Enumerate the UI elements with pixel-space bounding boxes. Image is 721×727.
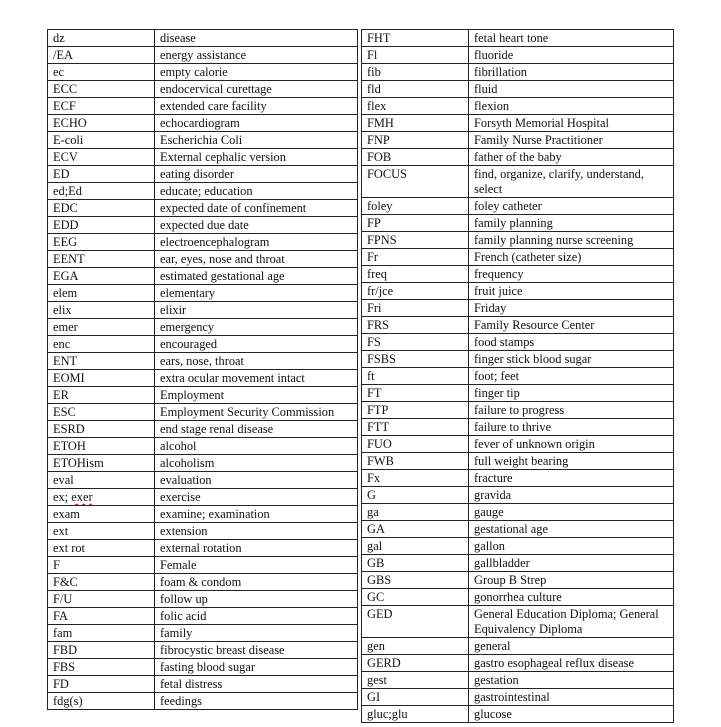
meaning-cell: elementary [155,285,358,302]
table-row [48,625,358,642]
meaning-cell: examine; examination [155,506,358,523]
abbreviation-cell: FWB [362,453,469,470]
meaning-cell: folic acid [155,608,358,625]
abbreviation-cell: ECC [48,81,155,98]
meaning-cell: expected date of confinement [155,200,358,217]
abbreviation-cell: FTP [362,402,469,419]
table-row [48,319,358,336]
meaning-cell: finger tip [469,385,674,402]
table-row [362,572,674,589]
abbreviation-cell: fam [48,625,155,642]
table-row [48,166,358,183]
table-row [362,402,674,419]
abbreviation-cell: GC [362,589,469,606]
meaning-cell: fibrocystic breast disease [155,642,358,659]
meaning-cell: gravida [469,487,674,504]
table-row [362,149,674,166]
meaning-cell: Female [155,557,358,574]
meaning-cell: external rotation [155,540,358,557]
meaning-cell: expected due date [155,217,358,234]
abbreviation-cell: ESC [48,404,155,421]
meaning-cell: French (catheter size) [469,249,674,266]
meaning-cell: fetal distress [155,676,358,693]
abbreviation-cell: eval [48,472,155,489]
abbreviation-cell: elem [48,285,155,302]
table-row [362,166,674,198]
table-row [362,638,674,655]
meaning-cell: family [155,625,358,642]
table-row [48,693,358,710]
abbreviation-table-left [47,29,358,710]
meaning-cell: finger stick blood sugar [469,351,674,368]
abbreviation-cell: enc [48,336,155,353]
table-row [48,455,358,472]
meaning-cell: family planning nurse screening [469,232,674,249]
table-row [362,385,674,402]
abbreviation-cell: FNP [362,132,469,149]
abbreviation-cell: FBD [48,642,155,659]
meaning-cell: follow up [155,591,358,608]
table-row [362,689,674,706]
table-row [48,183,358,200]
table-row [48,676,358,693]
table-row [48,438,358,455]
table-row [362,555,674,572]
table-row [48,47,358,64]
meaning-cell: ear, eyes, nose and throat [155,251,358,268]
meaning-cell: fluoride [469,47,674,64]
abbreviation-cell: Fx [362,470,469,487]
abbreviation-cell: /EA [48,47,155,64]
meaning-cell: general [469,638,674,655]
meaning-cell: fruit juice [469,283,674,300]
abbreviation-cell: ENT [48,353,155,370]
abbreviation-cell: FSBS [362,351,469,368]
table-row [48,557,358,574]
meaning-cell: General Education Diploma; General Equivalency Diploma [469,606,674,638]
abbreviation-cell: ER [48,387,155,404]
abbreviation-cell: ec [48,64,155,81]
table-row [362,453,674,470]
table-row [362,266,674,283]
table-row [48,234,358,251]
table-row [362,115,674,132]
abbreviation-cell: ga [362,504,469,521]
table-row [362,504,674,521]
table-row [48,132,358,149]
table-row [362,487,674,504]
meaning-cell: Employment Security Commission [155,404,358,421]
table-row [48,642,358,659]
table-row [48,64,358,81]
meaning-cell: Family Nurse Practitioner [469,132,674,149]
table-row [48,149,358,166]
abbreviation-cell: fld [362,81,469,98]
meaning-cell: exercise [155,489,358,506]
meaning-cell: foot; feet [469,368,674,385]
abbreviation-cell: FOCUS [362,166,469,198]
abbreviation-cell: GI [362,689,469,706]
abbreviation-cell: FHT [362,30,469,47]
table-row [362,249,674,266]
abbreviation-cell: FPNS [362,232,469,249]
meaning-cell: Forsyth Memorial Hospital [469,115,674,132]
meaning-cell: elixir [155,302,358,319]
abbreviation-cell: ex; exer [48,489,155,506]
abbreviation-table-right [361,29,674,723]
table-row [362,606,674,638]
table-row [48,336,358,353]
meaning-cell: ears, nose, throat [155,353,358,370]
abbreviation-cell: FMH [362,115,469,132]
table-row [362,81,674,98]
meaning-cell: extra ocular movement intact [155,370,358,387]
abbreviation-cell: FBS [48,659,155,676]
table-row [362,368,674,385]
meaning-cell: food stamps [469,334,674,351]
table-row [48,404,358,421]
table-row [362,655,674,672]
abbreviation-cell: elix [48,302,155,319]
table-row [48,353,358,370]
table-row [362,538,674,555]
abbreviation-cell: G [362,487,469,504]
abbreviation-cell: ESRD [48,421,155,438]
abbreviation-cell: E-coli [48,132,155,149]
meaning-cell: fracture [469,470,674,487]
meaning-cell: gallon [469,538,674,555]
abbreviation-cell: gluc;glu [362,706,469,723]
meaning-cell: extension [155,523,358,540]
meaning-cell: energy assistance [155,47,358,64]
abbreviation-cell: gest [362,672,469,689]
table-row [362,317,674,334]
abbreviation-cell: ECF [48,98,155,115]
abbreviation-cell: F [48,557,155,574]
table-row [362,98,674,115]
meaning-cell: emergency [155,319,358,336]
abbreviation-cell: EEG [48,234,155,251]
meaning-cell: foam & condom [155,574,358,591]
abbreviation-cell: Fr [362,249,469,266]
table-row [362,589,674,606]
abbreviation-cell: ext [48,523,155,540]
abbreviation-cell: flex [362,98,469,115]
meaning-cell: fetal heart tone [469,30,674,47]
table-row [48,98,358,115]
table-row [362,132,674,149]
meaning-cell: gastrointestinal [469,689,674,706]
meaning-cell: fasting blood sugar [155,659,358,676]
table-row [48,30,358,47]
meaning-cell: endocervical curettage [155,81,358,98]
abbreviation-cell: freq [362,266,469,283]
abbreviation-cell: fdg(s) [48,693,155,710]
abbreviation-cell: F/U [48,591,155,608]
abbreviation-cell: GERD [362,655,469,672]
meaning-cell: Employment [155,387,358,404]
abbreviation-cell: ECV [48,149,155,166]
table-row [48,506,358,523]
abbreviation-cell: emer [48,319,155,336]
table-row [362,232,674,249]
abbreviation-cell: EDC [48,200,155,217]
meaning-cell: fibrillation [469,64,674,81]
table-row [48,200,358,217]
meaning-cell: evaluation [155,472,358,489]
abbreviation-cell: gen [362,638,469,655]
abbreviation-cell: FA [48,608,155,625]
meaning-cell: find, organize, clarify, understand, select [469,166,674,198]
meaning-cell: father of the baby [469,149,674,166]
table-row [48,268,358,285]
table-row [362,334,674,351]
table-row [48,489,358,506]
table-row [362,198,674,215]
meaning-cell: echocardiogram [155,115,358,132]
abbreviation-cell: GBS [362,572,469,589]
table-row [48,608,358,625]
meaning-cell: alcoholism [155,455,358,472]
abbreviation-cell: EENT [48,251,155,268]
abbreviation-cell: FRS [362,317,469,334]
meaning-cell: gastro esophageal reflux disease [469,655,674,672]
abbreviation-cell: exam [48,506,155,523]
meaning-cell: failure to thrive [469,419,674,436]
table-row [48,659,358,676]
meaning-cell: gallbladder [469,555,674,572]
abbreviation-cell: GB [362,555,469,572]
meaning-cell: full weight bearing [469,453,674,470]
meaning-cell: gestation [469,672,674,689]
abbreviation-cell: FUO [362,436,469,453]
table-row [362,215,674,232]
table-row [48,285,358,302]
abbreviation-cell: ft [362,368,469,385]
abbreviation-cell: FD [48,676,155,693]
meaning-cell: feedings [155,693,358,710]
abbreviation-cell: ETOHism [48,455,155,472]
abbreviation-cell: FTT [362,419,469,436]
table-row [48,115,358,132]
meaning-cell: gonorrhea culture [469,589,674,606]
table-row [48,591,358,608]
meaning-cell: frequency [469,266,674,283]
table-row [362,47,674,64]
table-row [362,706,674,723]
meaning-cell: foley catheter [469,198,674,215]
meaning-cell: fever of unknown origin [469,436,674,453]
table-row [362,672,674,689]
abbreviation-cell: FOB [362,149,469,166]
abbreviation-cell: EDD [48,217,155,234]
meaning-cell: estimated gestational age [155,268,358,285]
table-row [48,251,358,268]
abbreviation-cell: Fl [362,47,469,64]
meaning-cell: alcohol [155,438,358,455]
meaning-cell: eating disorder [155,166,358,183]
abbreviation-cell: ed;Ed [48,183,155,200]
table-row [362,470,674,487]
abbreviation-cell: GED [362,606,469,638]
table-row [362,419,674,436]
meaning-cell: fluid [469,81,674,98]
abbreviation-cell: fr/jce [362,283,469,300]
meaning-cell: flexion [469,98,674,115]
meaning-cell: failure to progress [469,402,674,419]
table-row [48,421,358,438]
meaning-cell: disease [155,30,358,47]
abbreviation-cell: ext rot [48,540,155,557]
meaning-cell: Escherichia Coli [155,132,358,149]
abbreviation-cell: Fri [362,300,469,317]
table-row [362,300,674,317]
table-row [362,521,674,538]
abbreviation-cell: GA [362,521,469,538]
meaning-cell: Group B Strep [469,572,674,589]
table-row [48,574,358,591]
meaning-cell: extended care facility [155,98,358,115]
table-row [48,523,358,540]
abbreviation-cell: ETOH [48,438,155,455]
abbreviation-cell: EGA [48,268,155,285]
table-row [362,351,674,368]
abbreviation-cell: ECHO [48,115,155,132]
table-row [362,64,674,81]
meaning-cell: educate; education [155,183,358,200]
table-row [48,370,358,387]
abbreviation-cell: fib [362,64,469,81]
meaning-cell: family planning [469,215,674,232]
table-row [362,30,674,47]
table-row [48,540,358,557]
abbreviation-cell: FS [362,334,469,351]
meaning-cell: External cephalic version [155,149,358,166]
meaning-cell: end stage renal disease [155,421,358,438]
abbreviation-cell: FP [362,215,469,232]
table-row [48,387,358,404]
table-row [48,302,358,319]
meaning-cell: encouraged [155,336,358,353]
table-row [48,217,358,234]
meaning-cell: empty calorie [155,64,358,81]
meaning-cell: gauge [469,504,674,521]
meaning-cell: glucose [469,706,674,723]
table-row [48,81,358,98]
table-row [362,283,674,300]
abbreviation-cell: F&C [48,574,155,591]
spellcheck-underline: exer [71,490,93,504]
table-row [362,436,674,453]
abbreviation-cell: ED [48,166,155,183]
meaning-cell: Family Resource Center [469,317,674,334]
meaning-cell: Friday [469,300,674,317]
abbreviation-cell: dz [48,30,155,47]
abbreviation-cell: gal [362,538,469,555]
meaning-cell: gestational age [469,521,674,538]
abbreviation-cell: FT [362,385,469,402]
table-row [48,472,358,489]
abbreviation-cell: foley [362,198,469,215]
meaning-cell: electroencephalogram [155,234,358,251]
abbreviation-cell: EOMI [48,370,155,387]
